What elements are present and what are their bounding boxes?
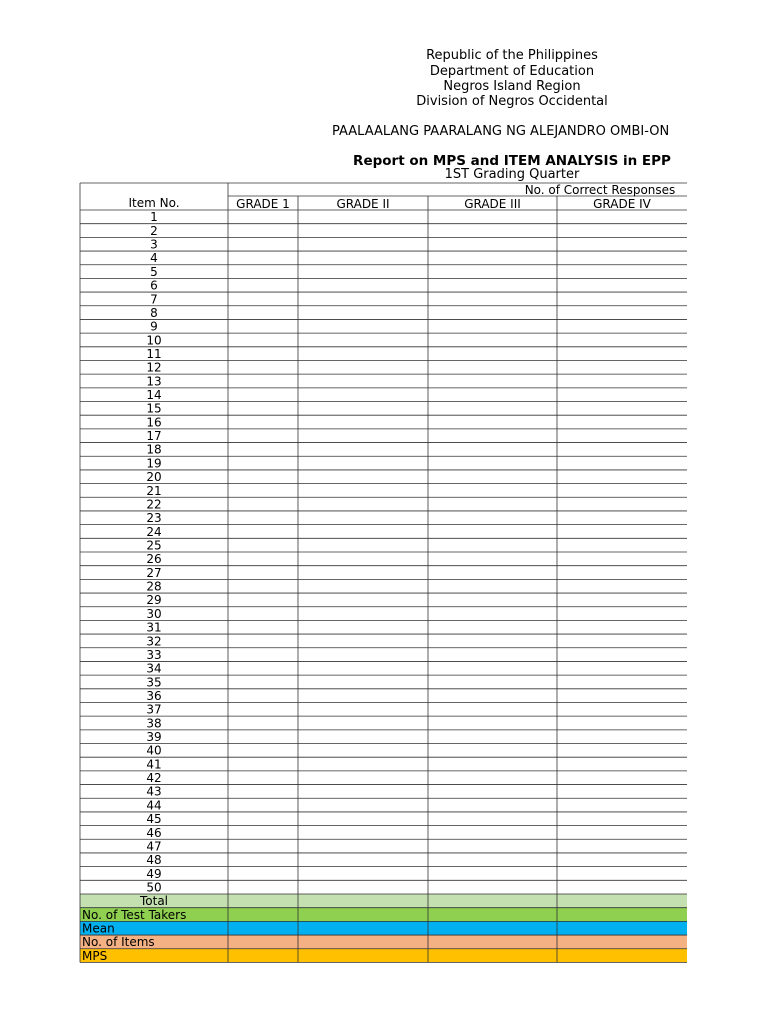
summary-label: No. of Items <box>82 935 155 950</box>
header-line-4: Division of Negros Occidental <box>416 94 608 109</box>
summary-row-fill <box>80 894 687 908</box>
item-number: 37 <box>146 702 162 717</box>
item-number: 50 <box>146 880 162 895</box>
summary-row-fill <box>80 921 687 935</box>
grade-header-4: GRADE IV <box>593 197 651 211</box>
item-number: 36 <box>146 688 162 703</box>
item-number: 5 <box>150 264 158 279</box>
item-number: 38 <box>146 716 162 731</box>
item-number: 21 <box>146 483 162 498</box>
summary-label: No. of Test Takers <box>82 907 187 922</box>
item-number: 10 <box>146 333 162 348</box>
item-number: 28 <box>146 579 162 594</box>
item-number: 4 <box>150 251 158 266</box>
item-number: 14 <box>146 388 162 403</box>
header-line-2: Department of Education <box>429 64 595 79</box>
item-number: 46 <box>146 825 162 840</box>
grade-header-3: GRADE III <box>464 197 521 211</box>
summary-label: Total <box>139 894 169 909</box>
summary-label: Mean <box>82 921 115 936</box>
group-header-correct-responses: No. of Correct Responses <box>524 183 676 197</box>
item-number: 34 <box>146 661 162 676</box>
item-number: 33 <box>146 647 162 662</box>
item-number: 7 <box>150 292 158 307</box>
report-title: Report on MPS and ITEM ANALYSIS in EPP <box>353 153 671 169</box>
item-number: 32 <box>146 634 162 649</box>
item-number: 2 <box>150 223 158 238</box>
summary-row-fill <box>80 949 687 963</box>
item-number: 13 <box>146 374 162 389</box>
header-line-3: Negros Island Region <box>443 79 581 94</box>
item-number: 18 <box>146 442 162 457</box>
item-number: 42 <box>146 771 162 786</box>
item-number: 17 <box>146 429 162 444</box>
item-number: 48 <box>146 853 162 868</box>
item-number: 3 <box>150 237 158 252</box>
header-line-1: Republic of the Philippines <box>426 48 598 63</box>
item-number: 8 <box>150 305 158 320</box>
item-number: 12 <box>146 360 162 375</box>
item-number: 29 <box>146 593 162 608</box>
item-number: 11 <box>146 346 162 361</box>
item-number: 47 <box>146 839 162 854</box>
item-number: 9 <box>150 319 158 334</box>
item-number: 35 <box>146 675 162 690</box>
grade-header-2: GRADE II <box>336 197 390 211</box>
item-number: 23 <box>146 511 162 526</box>
grade-header-1: GRADE 1 <box>236 197 290 211</box>
item-number: 41 <box>146 757 162 772</box>
item-number: 19 <box>146 456 162 471</box>
item-number: 24 <box>146 524 162 539</box>
item-no-header: Item No. <box>128 196 180 210</box>
summary-label: MPS <box>82 948 108 963</box>
item-number: 45 <box>146 812 162 827</box>
item-number: 40 <box>146 743 162 758</box>
grading-quarter: 1ST Grading Quarter <box>444 167 580 182</box>
item-number: 26 <box>146 552 162 567</box>
item-number: 27 <box>146 565 162 580</box>
item-number: 1 <box>150 210 158 225</box>
item-number: 31 <box>146 620 162 635</box>
summary-row-fill <box>80 935 687 949</box>
item-number: 30 <box>146 606 162 621</box>
item-number: 20 <box>146 470 162 485</box>
item-number: 44 <box>146 798 162 813</box>
item-number: 6 <box>150 278 158 293</box>
item-number: 22 <box>146 497 162 512</box>
school-name: PAALAALANG PAARALANG NG ALEJANDRO OMBI-ON <box>332 124 670 139</box>
item-number: 43 <box>146 784 162 799</box>
item-number: 15 <box>146 401 162 416</box>
item-number: 49 <box>146 866 162 881</box>
item-number: 39 <box>146 730 162 745</box>
item-number: 16 <box>146 415 162 430</box>
item-number: 25 <box>146 538 162 553</box>
